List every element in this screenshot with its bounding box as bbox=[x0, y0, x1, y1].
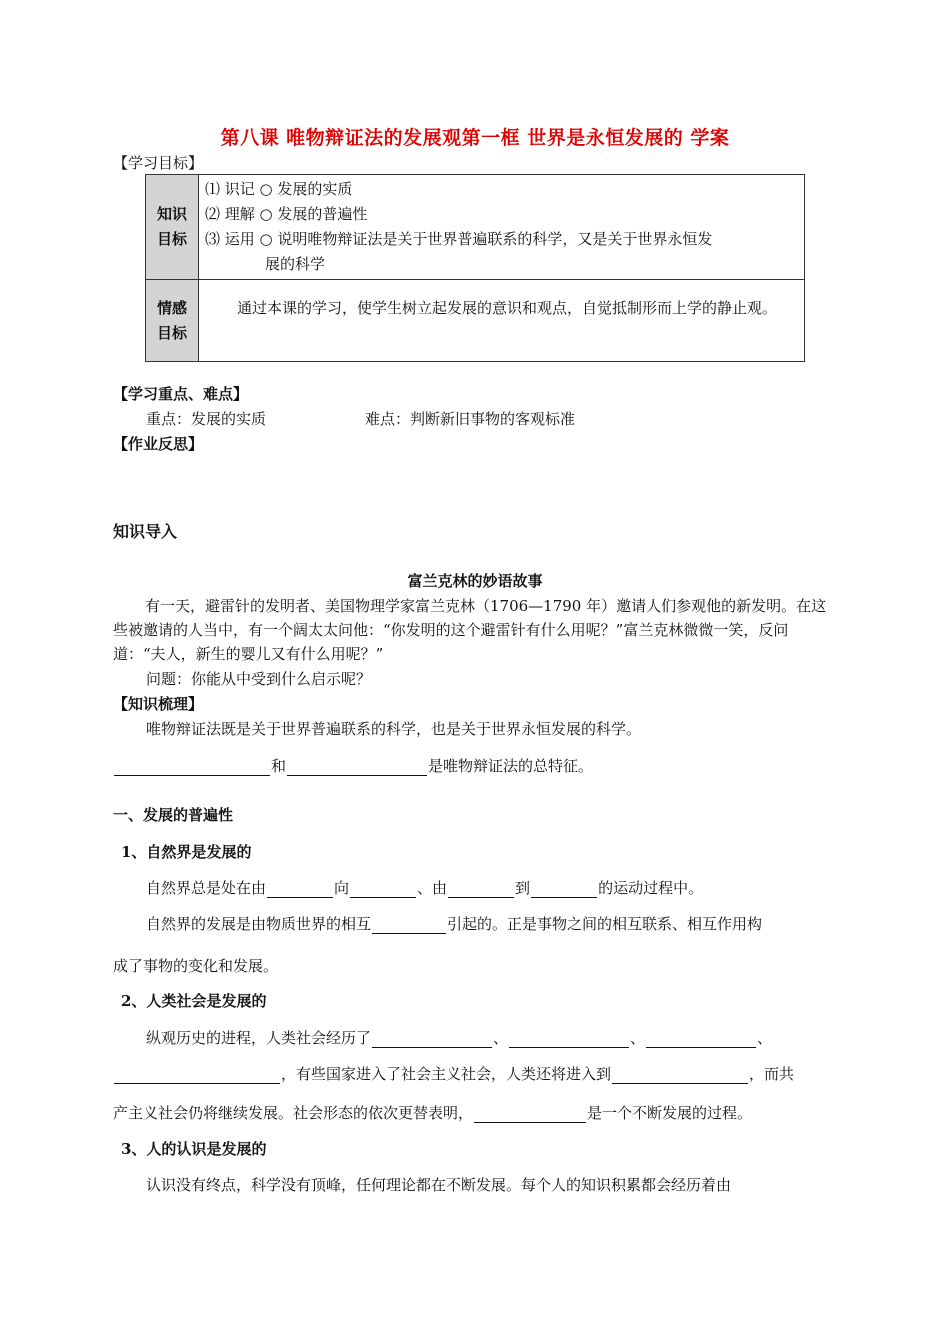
emotion-goals-cell bbox=[199, 280, 805, 362]
sub1-heading: 1、自然界是发展的 bbox=[121, 843, 252, 861]
sep: 、 bbox=[757, 1029, 773, 1047]
blank[interactable] bbox=[509, 1032, 629, 1048]
society-line3 bbox=[113, 1102, 752, 1123]
review-text: 唯物辩证法既是关于世界普遍联系的科学，也是关于世界永恒发展的科学。 bbox=[146, 720, 642, 738]
blank[interactable] bbox=[612, 1068, 748, 1084]
sep: 、 bbox=[630, 1029, 646, 1047]
story-text: 有一天，避雷针的发明者、美国物理学家富兰克林（1706—1790 年）邀请人们参观他的新发明。在这些被邀请的人当中，有一个阔太太问他：“你发明的这个避雷针有什么用呢？”富兰克林微微一笑，反问道：“夫人，新生的婴儿又有什么用呢？” bbox=[113, 597, 827, 663]
society-seg: 产主义社会仍将继续发展。社会形态的依次更替表明， bbox=[113, 1104, 474, 1122]
blank[interactable] bbox=[267, 882, 333, 898]
blank[interactable] bbox=[646, 1032, 756, 1048]
nature-p1 bbox=[146, 877, 703, 898]
sub3-heading: 3、人的认识是发展的 bbox=[121, 1140, 267, 1158]
nature-p1-seg: 、由 bbox=[417, 879, 448, 897]
emotion-head-line2: 目标 bbox=[156, 323, 187, 342]
society-line2 bbox=[113, 1063, 794, 1084]
cognition-text: 认识没有终点，科学没有顶峰，任何理论都在不断发展。每个人的知识积累都会经历着由 bbox=[146, 1176, 732, 1194]
section1-heading: 一、发展的普遍性 bbox=[113, 806, 234, 824]
goals-table bbox=[145, 174, 805, 362]
knowledge-item: ⑵ 理解 ○ 发展的普遍性 bbox=[205, 205, 368, 223]
nature-p2-seg: 自然界的发展是由物质世界的相互 bbox=[146, 915, 372, 933]
nature-p1-seg: 到 bbox=[515, 879, 531, 897]
review-label: 【知识梳理】 bbox=[113, 695, 204, 713]
blank[interactable] bbox=[474, 1107, 586, 1123]
knowledge-head-line2: 目标 bbox=[156, 230, 187, 248]
nature-p1-seg: 向 bbox=[334, 879, 350, 897]
society-seg: ，而共 bbox=[749, 1065, 795, 1083]
key-points-label: 【学习重点、难点】 bbox=[113, 385, 249, 403]
blank[interactable] bbox=[372, 918, 446, 934]
society-seg: ，有些国家进入了社会主义社会，人类还将进入到 bbox=[281, 1065, 612, 1083]
blank[interactable] bbox=[531, 882, 597, 898]
blank[interactable] bbox=[114, 760, 270, 776]
blank[interactable] bbox=[372, 1032, 492, 1048]
nature-p1-seg: 的运动过程中。 bbox=[598, 879, 704, 897]
page-title: 第八课 唯物辩证法的发展观第一框 世界是永恒发展的 学案 bbox=[220, 127, 730, 149]
total-feature-line bbox=[113, 755, 593, 776]
emotion-goals-header bbox=[146, 280, 199, 362]
nature-p2-seg: 引起的。正是事物之间的相互联系、相互作用构 bbox=[447, 915, 763, 933]
nature-p2-cont: 成了事物的变化和发展。 bbox=[113, 957, 279, 975]
knowledge-item: ⑴ 识记 ○ 发展的实质 bbox=[205, 180, 353, 198]
nature-p2 bbox=[146, 913, 762, 934]
blank[interactable] bbox=[350, 882, 416, 898]
and-text: 和 bbox=[271, 757, 287, 775]
question: 问题：你能从中受到什么启示呢？ bbox=[146, 670, 372, 688]
emotion-goals-text: 通过本课的学习，使学生树立起发展的意识和观点，自觉抵制形而上学的静止观。 bbox=[237, 299, 778, 317]
intro-heading: 知识导入 bbox=[113, 522, 178, 541]
story-title: 富兰克林的妙语故事 bbox=[407, 572, 543, 590]
knowledge-head-line1: 知识 bbox=[156, 205, 187, 223]
blank[interactable] bbox=[448, 882, 514, 898]
knowledge-item: 展的科学 bbox=[265, 255, 326, 273]
total-feature-tail: 是唯物辩证法的总特征。 bbox=[428, 757, 594, 775]
knowledge-goals-cell bbox=[199, 175, 805, 280]
learning-goals-label: 【学习目标】 bbox=[113, 154, 204, 172]
homework-label: 【作业反思】 bbox=[113, 435, 204, 453]
knowledge-goals-header bbox=[146, 175, 199, 280]
sep: 、 bbox=[493, 1029, 509, 1047]
blank[interactable] bbox=[287, 760, 427, 776]
blank[interactable] bbox=[114, 1068, 280, 1084]
society-line1 bbox=[146, 1027, 772, 1048]
nature-p1-seg: 自然界总是处在由 bbox=[146, 879, 267, 897]
society-seg: 纵观历史的进程，人类社会经历了 bbox=[146, 1029, 372, 1047]
key-point: 重点：发展的实质 bbox=[146, 410, 267, 428]
sub2-heading: 2、人类社会是发展的 bbox=[121, 992, 267, 1010]
difficult-point: 难点：判断新旧事物的客观标准 bbox=[365, 410, 576, 428]
emotion-head-line1: 情感 bbox=[156, 298, 187, 317]
society-seg: 是一个不断发展的过程。 bbox=[587, 1104, 753, 1122]
knowledge-item: ⑶ 运用 ○ 说明唯物辩证法是关于世界普遍联系的科学，又是关于世界永恒发 bbox=[205, 230, 713, 248]
